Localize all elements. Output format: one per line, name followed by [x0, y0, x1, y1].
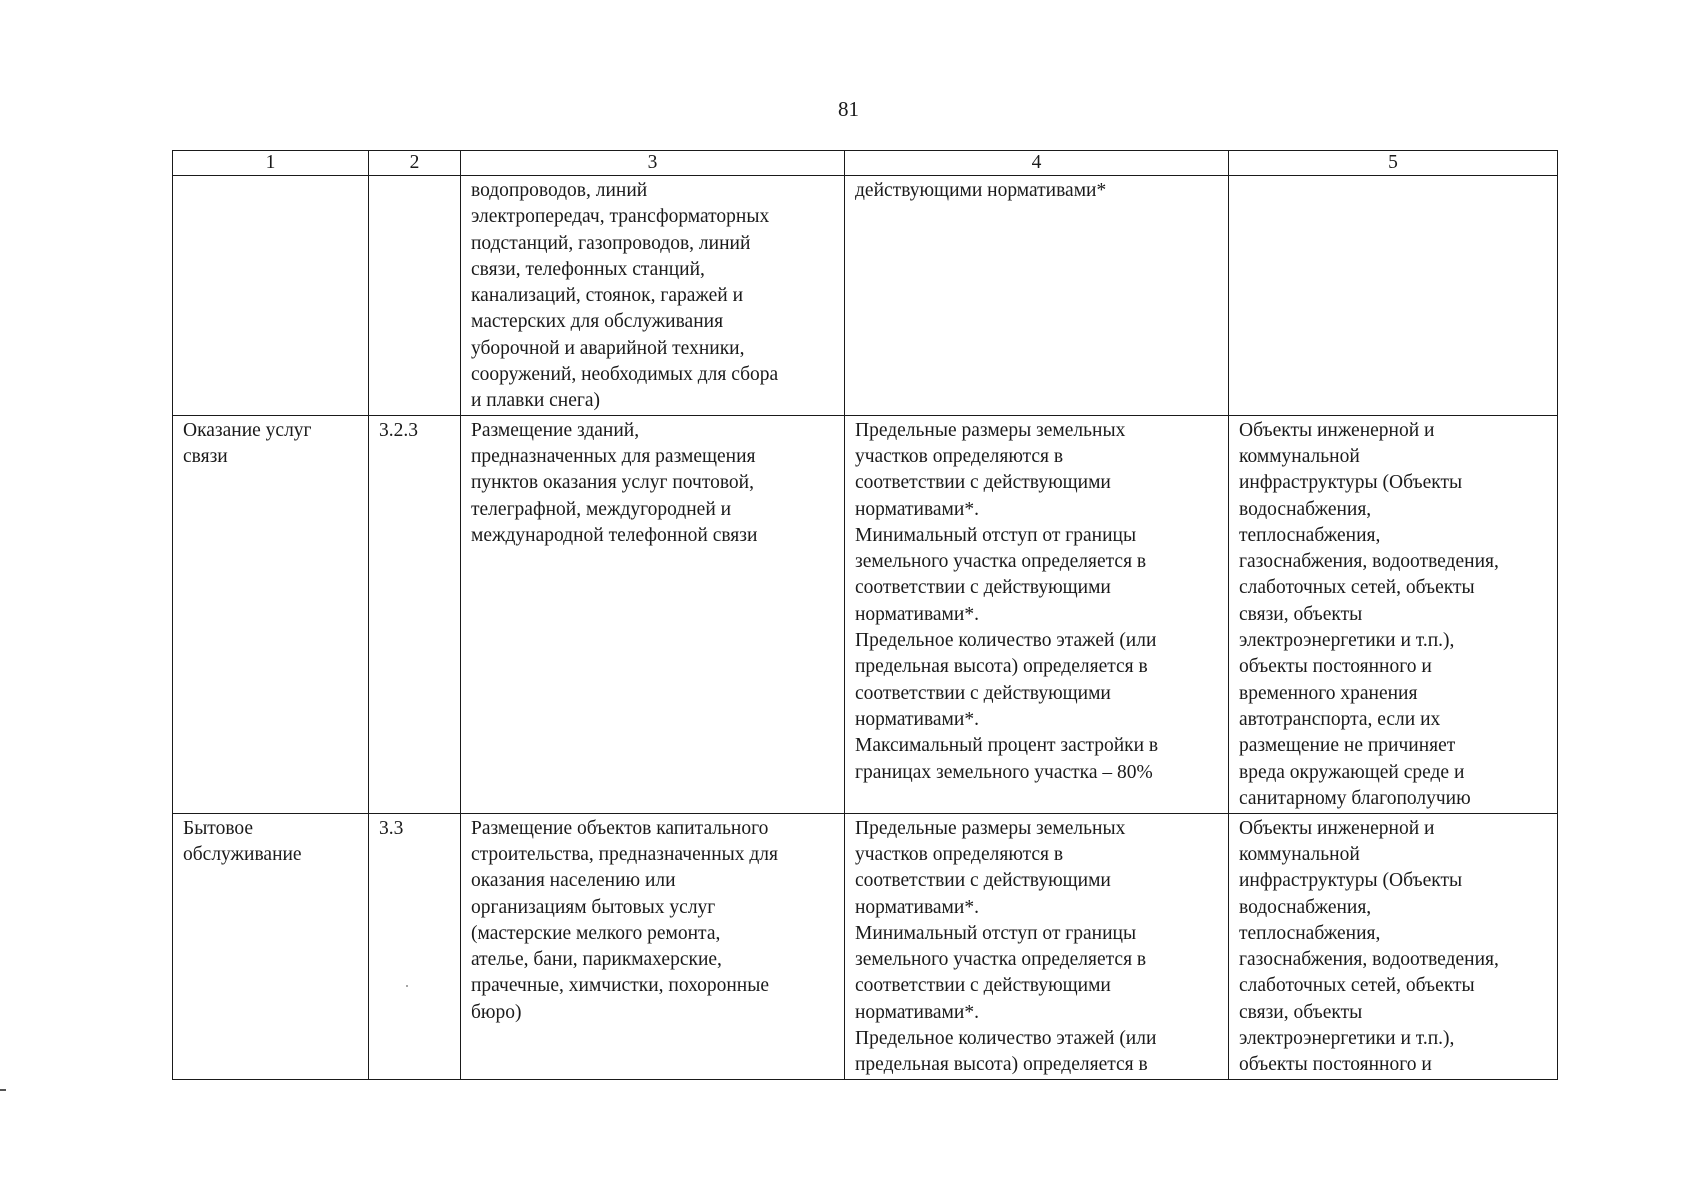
table-row-communication-services — [173, 415, 1558, 813]
header-col-1: 1 — [173, 151, 369, 176]
cell-parameters: Предельные размеры земельных участков определяются в соответствии с действующими нормативами*. Минимальный отступ от границы земельного участка определяется в соответствии с действующими нормативами*. Предельное количество этажей (или предельная высота) определяется в соответствии с действующими нормативами*. Максимальный процент застройки в границах земельного участка – 80% — [845, 415, 1229, 813]
page-number: 81 — [838, 97, 859, 121]
land-use-table — [172, 150, 1558, 1080]
margin-scan-mark — [0, 1089, 6, 1091]
table-header-row — [173, 151, 1558, 176]
cell-auxiliary-uses: Объекты инженерной и коммунальной инфраструктуры (Объекты водоснабжения, теплоснабжения, газоснабжения, водоотведения, слаботочных сетей, объекты связи, объекты электроэнергетики и т.п.), объекты постоянного и — [1229, 813, 1558, 1079]
header-col-3: 3 — [461, 151, 845, 176]
cell-use-code — [369, 176, 461, 416]
cell-parameters: Предельные размеры земельных участков определяются в соответствии с действующими нормативами*. Минимальный отступ от границы земельного участка определяется в соответствии с действующими нормативами*. Предельное количество этажей (или предельная высота) определяется в — [845, 813, 1229, 1079]
cell-use-name: Бытовое обслуживание — [173, 813, 369, 1079]
table-row-continuation — [173, 176, 1558, 416]
cell-parameters: действующими нормативами* — [845, 176, 1229, 416]
cell-use-name: Оказание услуг связи — [173, 415, 369, 813]
header-col-4: 4 — [845, 151, 1229, 176]
cell-use-name — [173, 176, 369, 416]
header-col-2: 2 — [369, 151, 461, 176]
cell-auxiliary-uses — [1229, 176, 1558, 416]
cell-use-description: Размещение зданий, предназначенных для размещения пунктов оказания услуг почтовой, телеграфной, междугородней и международной телефонной связи — [461, 415, 845, 813]
scan-speck — [406, 985, 408, 987]
cell-use-description: Размещение объектов капитального строительства, предназначенных для оказания населению или организациям бытовых услуг (мастерские мелкого ремонта, ателье, бани, парикмахерские, прачечные, химчистки, похоронные бюро) — [461, 813, 845, 1079]
table-row-household-services — [173, 813, 1558, 1079]
cell-use-description: водопроводов, линий электропередач, трансформаторных подстанций, газопроводов, линий связи, телефонных станций, канализаций, стоянок, гаражей и мастерских для обслуживания уборочной и аварийной техники, сооружений, необходимых для сбора и плавки снега) — [461, 176, 845, 416]
cell-auxiliary-uses: Объекты инженерной и коммунальной инфраструктуры (Объекты водоснабжения, теплоснабжения, газоснабжения, водоотведения, слаботочных сетей, объекты связи, объекты электроэнергетики и т.п.), объекты постоянного и временного хранения автотранспорта, если их размещение не причиняет вреда окружающей среде и санитарному благополучию — [1229, 415, 1558, 813]
header-col-5: 5 — [1229, 151, 1558, 176]
cell-use-code: 3.2.3 — [369, 415, 461, 813]
cell-use-code: 3.3 — [369, 813, 461, 1079]
